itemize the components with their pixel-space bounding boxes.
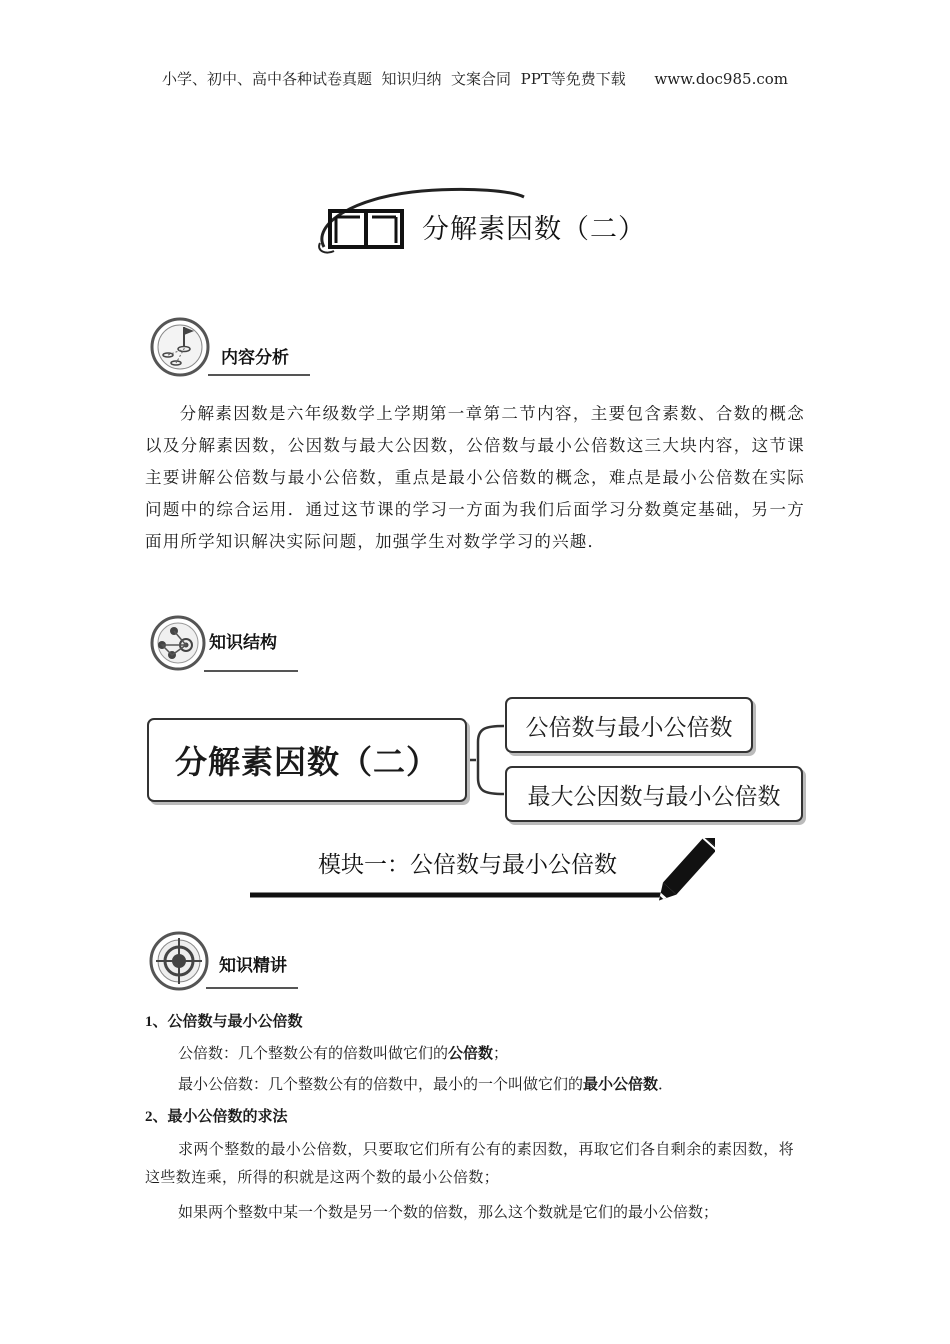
page-header: 小学、初中、高中各种试卷真题 知识归纳 文案合同 PPT等免费下载 www.doc985.com <box>161 70 788 88</box>
definition-common-multiple: 公倍数：几个整数公有的倍数叫做它们的公倍数； <box>178 1044 509 1062</box>
knowledge-heading-1: 1、公倍数与最小公倍数 <box>145 1014 303 1030</box>
section-content-analysis: 内容分析 <box>221 348 289 368</box>
module-title: 模块一：公倍数与最小公倍数 <box>318 852 617 878</box>
diagram-branch-2: 最大公因数与最小公倍数 <box>505 766 803 822</box>
lcm-multiple-rule: 如果两个整数中某一个数是另一个数的倍数，那么这个数就是它们的最小公倍数； <box>178 1203 719 1221</box>
diagram-branch-1: 公倍数与最小公倍数 <box>505 697 753 753</box>
definition-lcm: 最小公倍数：几个整数公有的倍数中，最小的一个叫做它们的最小公倍数． <box>178 1075 674 1093</box>
knowledge-heading-2: 2、最小公倍数的求法 <box>145 1109 288 1125</box>
section-knowledge-structure: 知识结构 <box>209 633 277 653</box>
diagram-root: 分解素因数（二） <box>147 718 467 802</box>
section-knowledge-explain: 知识精讲 <box>219 956 287 976</box>
lcm-method-paragraph: 求两个整数的最小公倍数，只要取它们所有公有的素因数，再取它们各自剩余的素因数，将这些数连乘，所得的积就是这两个数的最小公倍数； <box>145 1140 795 1186</box>
page-title: 分解素因数（二） <box>422 214 646 245</box>
diagram-connector <box>464 718 510 798</box>
analysis-paragraph: 分解素因数是六年级数学上学期第一章第二节内容，主要包含素数、合数的概念以及分解素因数，公因数与最大公因数，公倍数与最小公倍数这三大块内容，这节课主要讲解公倍数与最小公倍数，重点是最小公倍数的概念，难点是最小公倍数在实际问题中的综合运用．通过这节课的学习一方面为我们后面学习分数奠定基础，另一方面用所学知识解决实际问题，加强学生对数学学习的兴趣． <box>145 404 805 551</box>
book-icon <box>326 205 406 253</box>
pencil-icon <box>245 838 715 903</box>
